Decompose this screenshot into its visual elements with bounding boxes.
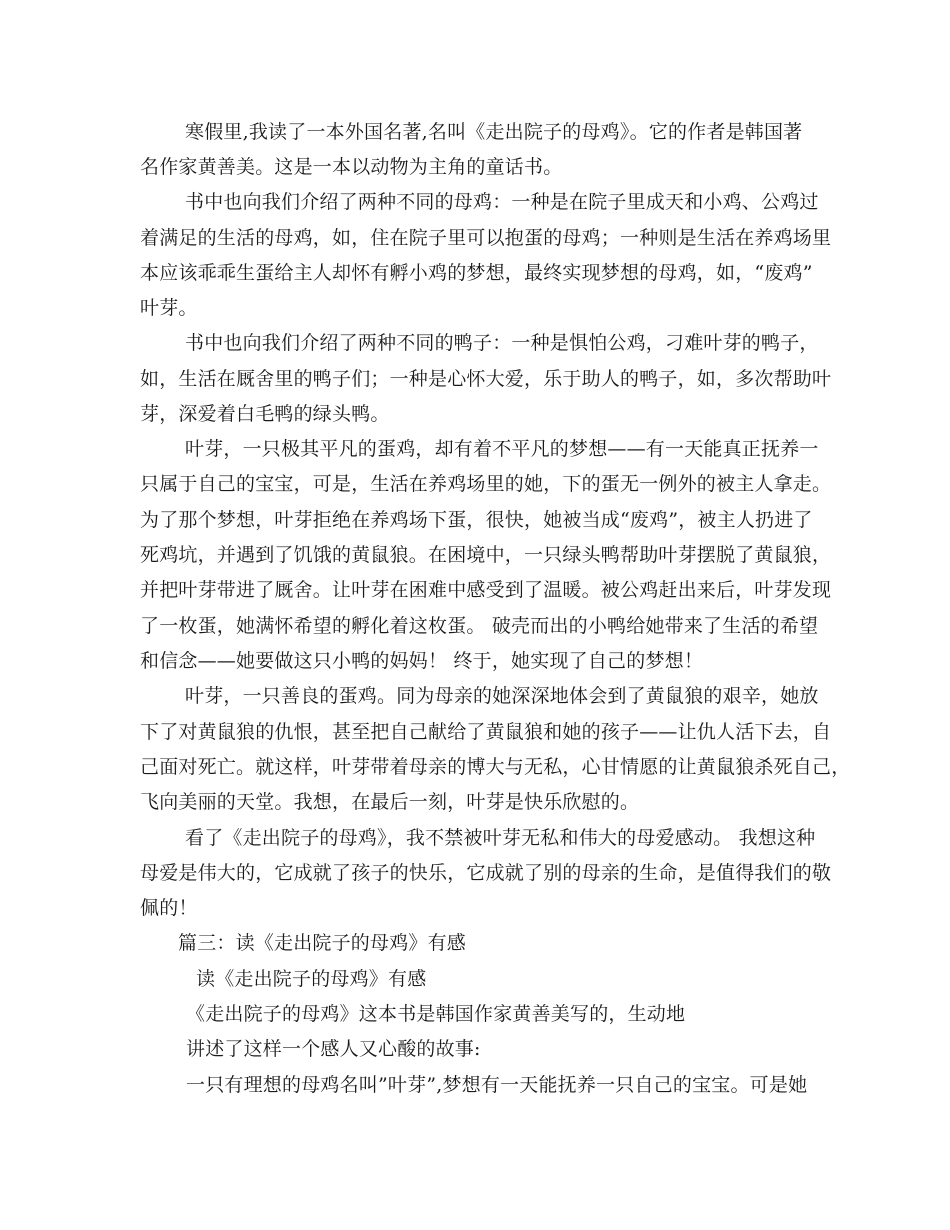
text-line: 叶芽。 [140,297,198,319]
text-line: 为了那个梦想，叶芽拒绝在养鸡场下蛋，很快，她被当成“废鸡”，被主人扔进了 [140,509,813,531]
text-line: 死鸡坑，并遇到了饥饿的黄鼠狼。在困境中，一只绿头鸭帮助叶芽摆脱了黄鼠狼， [140,544,832,566]
text-line: 了一枚蛋，她满怀希望的孵化着这枚蛋。 破壳而出的小鸭给她带来了生活的希望 [140,615,819,637]
article-title: 读《走出院子的母鸡》有感 [196,968,427,990]
text-line: 芽，深爱着白毛鸭的绿头鸭。 [140,403,390,425]
text-line: 佩的！ [140,897,198,919]
text-line: 寒假里,我读了一本外国名著,名叫《走出院子的母鸡》。它的作者是韩国著 [185,121,803,143]
text-line: 讲述了这样一个感人又心酸的故事: [186,1038,481,1060]
text-line: 下了对黄鼠狼的仇恨，甚至把自己献给了黄鼠狼和她的孩子——让仇人活下去，自 [140,721,832,743]
text-line: 如，生活在厩舍里的鸭子们；一种是心怀大爱，乐于助人的鸭子，如，多次帮助叶 [140,368,832,390]
text-line: 叶芽，一只极其平凡的蛋鸡，却有着不平凡的梦想——有一天能真正抚养一 [185,438,819,460]
text-line: 书中也向我们介绍了两种不同的母鸡：一种是在院子里成天和小鸡、公鸡过 [185,191,819,213]
text-line: 飞向美丽的天堂。我想，在最后一刻，叶芽是快乐欣慰的。 [140,791,640,813]
text-line: 《走出院子的母鸡》这本书是韩国作家黄善美写的，生动地 [186,1003,686,1025]
text-line: 着满足的生活的母鸡，如，住在院子里可以抱蛋的母鸡；一种则是生活在养鸡场里 [140,227,832,249]
text-line: 名作家黄善美。这是一本以动物为主角的童话书。 [140,156,563,178]
text-line: 本应该乖乖生蛋给主人却怀有孵小鸡的梦想，最终实现梦想的母鸡，如，“废鸡” [140,262,813,284]
text-line: 己面对死亡。就这样，叶芽带着母亲的博大与无私，心甘情愿的让黄鼠狼杀死自己， [140,756,851,778]
text-line: 和信念——她要做这只小鸭的妈妈！ 终于，她实现了自己的梦想！ [140,650,704,672]
text-line: 并把叶芽带进了厩舍。让叶芽在困难中感受到了温暖。被公鸡赶出来后，叶芽发现 [140,579,832,601]
text-line: 看了《走出院子的母鸡》，我不禁被叶芽无私和伟大的母爱感动。 我想这种 [185,827,816,849]
section-heading: 篇三：读《走出院子的母鸡》有感 [178,932,467,954]
text-line: 一只有理想的母鸡名叫”叶芽”,梦想有一天能抚养一只自己的宝宝。可是她 [186,1074,808,1096]
text-line: 母爱是伟大的，它成就了孩子的快乐，它成就了别的母亲的生命，是值得我们的敬 [140,862,832,884]
text-line: 叶芽，一只善良的蛋鸡。同为母亲的她深深地体会到了黄鼠狼的艰辛，她放 [185,685,819,707]
text-line: 只属于自己的宝宝，可是，生活在养鸡场里的她，下的蛋无一例外的被主人拿走。 [140,473,832,495]
text-line: 书中也向我们介绍了两种不同的鸭子：一种是惧怕公鸡，刁难叶芽的鸭子， [185,332,819,354]
